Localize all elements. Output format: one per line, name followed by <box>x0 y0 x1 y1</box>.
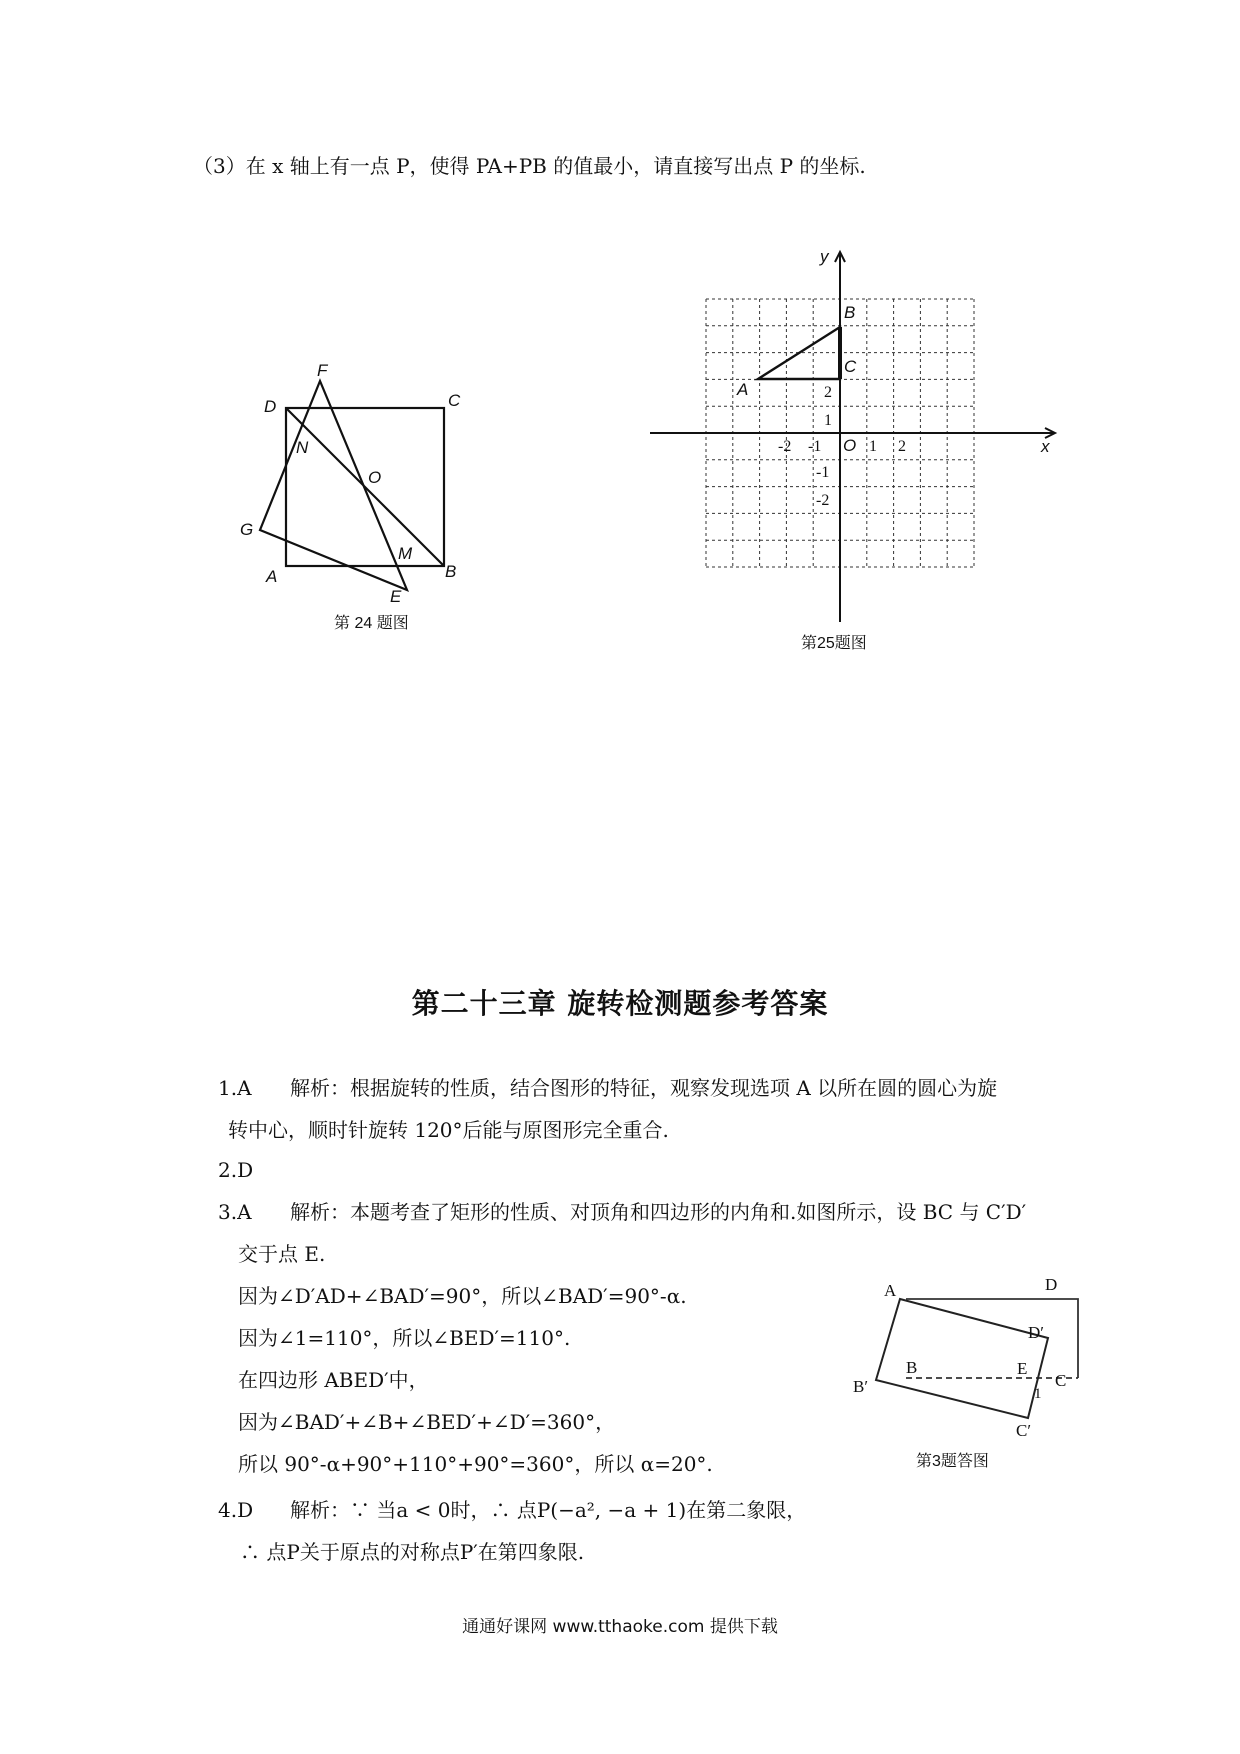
point-c-label: C <box>844 357 857 376</box>
label-d-prime: D′ <box>1028 1323 1044 1342</box>
answer-3-line2: 交于点 E. <box>238 1242 326 1266</box>
label-d: D <box>264 397 277 416</box>
figure-3 <box>845 1265 1070 1480</box>
chapter-title: 第二十三章 旋转检测题参考答案 <box>411 987 829 1020</box>
label-e: E <box>1017 1359 1028 1378</box>
label-c: C <box>1055 1371 1067 1390</box>
label-a: A <box>884 1281 897 1300</box>
label-a: A <box>266 567 278 586</box>
answer-2-number: 2.D <box>218 1158 254 1182</box>
label-n: N <box>296 438 309 457</box>
figure-3-svg <box>845 1265 1070 1480</box>
origin-label: O <box>843 436 857 455</box>
answer-3-line1: 解析：本题考查了矩形的性质、对顶角和四边形的内角和.如图所示，设 BC 与 C′D′ <box>290 1200 1027 1224</box>
tick-x-neg1: -1 <box>808 438 822 455</box>
label-c: C <box>448 391 461 410</box>
figure-25 <box>645 240 1070 660</box>
label-c-prime: C′ <box>1016 1421 1032 1440</box>
question-3-text: （3）在 x 轴上有一点 P，使得 PA+PB 的值最小，请直接写出点 P 的坐标. <box>193 154 866 178</box>
answer-4-line2: ∴ 点P关于原点的对称点P′在第四象限. <box>240 1540 585 1564</box>
point-a-label: A <box>737 380 749 399</box>
answer-1-number: 1.A <box>218 1076 252 1100</box>
tick-x-1: 1 <box>869 438 877 455</box>
label-d: D <box>1045 1275 1058 1294</box>
answer-3-line7: 所以 90°-α+90°+110°+90°=360°，所以 α=20°. <box>238 1452 713 1476</box>
axis-x-label: x <box>1041 437 1050 456</box>
figure-24-caption: 第 24 题图 <box>334 615 409 632</box>
answer-3-line3: 因为∠D′AD+∠BAD′=90°，所以∠BAD′=90°-α. <box>238 1284 687 1308</box>
tick-y-2: 2 <box>824 384 832 401</box>
tick-x-neg2: -2 <box>778 438 792 455</box>
answer-3-line5: 在四边形 ABED′中， <box>238 1368 429 1392</box>
answer-3-number: 3.A <box>218 1200 252 1224</box>
label-b-prime: B′ <box>853 1377 869 1396</box>
axis-y-label: y <box>820 247 829 266</box>
answer-4 <box>218 1490 806 1530</box>
label-f: F <box>317 361 328 380</box>
label-m: M <box>398 544 413 563</box>
point-b-label: B <box>844 303 856 322</box>
figure-25-svg <box>645 240 1070 660</box>
label-b: B <box>445 562 457 581</box>
label-g: G <box>240 520 254 539</box>
label-o: O <box>368 468 382 487</box>
label-e: E <box>390 587 402 606</box>
triangle-efg <box>260 381 407 590</box>
diagonal-db <box>286 408 444 566</box>
page-footer: 通通好课网 www.tthaoke.com 提供下载 <box>462 1617 778 1637</box>
tick-y-1: 1 <box>824 412 832 429</box>
tick-y-neg2: -2 <box>816 492 830 509</box>
answer-3-line6: 因为∠BAD′+∠B+∠BED′+∠D′=360°， <box>238 1410 616 1434</box>
tick-x-2: 2 <box>898 438 906 455</box>
figure-3-caption: 第3题答图 <box>916 1453 989 1470</box>
figure-24-svg <box>230 360 470 645</box>
answer-1-line1: 解析：根据旋转的性质，结合图形的特征，观察发现选项 A 以所在圆的圆心为旋 <box>290 1076 998 1100</box>
figure-24 <box>230 360 470 645</box>
answer-4-number: 4.D <box>218 1498 254 1522</box>
answer-4-line1: 解析：∵ 当a < 0时，∴ 点P(−a², −a + 1)在第二象限， <box>290 1498 807 1522</box>
answer-3-line4: 因为∠1=110°，所以∠BED′=110°. <box>238 1326 571 1350</box>
answer-1 <box>218 1068 997 1108</box>
label-angle-1: 1 <box>1034 1386 1042 1402</box>
answer-1-line2: 转中心，顺时针旋转 120°后能与原图形完全重合. <box>228 1118 669 1142</box>
label-b: B <box>906 1358 918 1377</box>
rectangle-abcd-outer <box>906 1299 1078 1378</box>
figure-25-caption: 第25题图 <box>801 635 867 652</box>
tick-y-neg1: -1 <box>816 464 830 481</box>
answer-3 <box>218 1192 1026 1232</box>
